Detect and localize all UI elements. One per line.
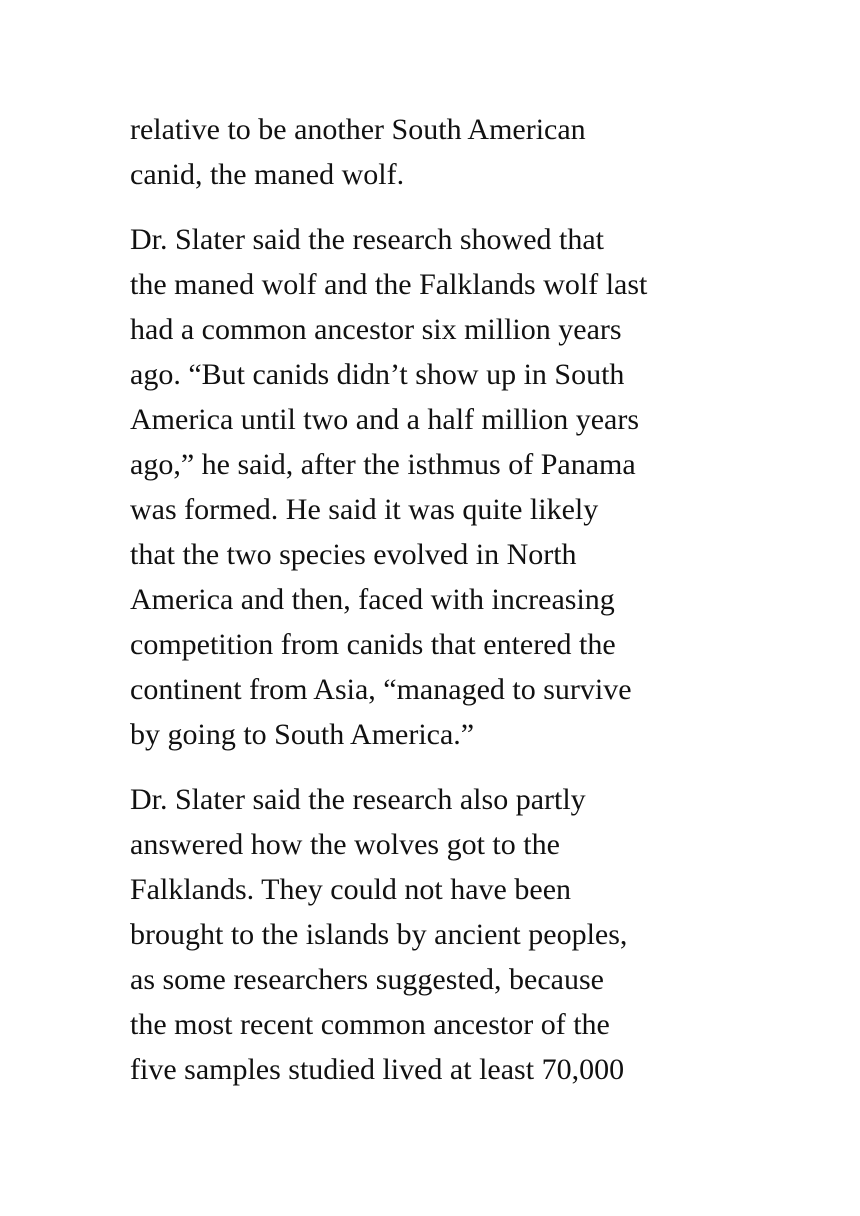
text-line: continent from Asia, “managed to survive [130, 673, 632, 706]
text-line: America until two and a half million years [130, 403, 640, 436]
text-line: Falklands. They could not have been [130, 873, 572, 906]
text-line: Dr. Slater said the research also partly [130, 783, 586, 816]
text-line: ago,” he said, after the isthmus of Panama [130, 448, 636, 481]
text-line: was formed. He said it was quite likely [130, 493, 599, 526]
paragraph [130, 107, 740, 197]
text-line: relative to be another South American [130, 113, 586, 146]
paragraph [130, 777, 740, 1092]
text-line: Dr. Slater said the research showed that [130, 223, 605, 256]
text-line: as some researchers suggested, because [130, 963, 604, 996]
text-line: competition from canids that entered the [130, 628, 616, 661]
text-line: ago. “But canids didn’t show up in South [130, 358, 625, 391]
text-line: canid, the maned wolf. [130, 158, 405, 191]
text-line: brought to the islands by ancient peoples, [130, 918, 628, 951]
text-line: the most recent common ancestor of the [130, 1008, 610, 1041]
text-line: the maned wolf and the Falklands wolf last [130, 268, 648, 301]
text-line: that the two species evolved in North [130, 538, 577, 571]
paragraph [130, 217, 740, 757]
article-body [130, 107, 740, 1112]
text-line: by going to South America.” [130, 718, 475, 751]
text-line: had a common ancestor six million years [130, 313, 622, 346]
text-line: America and then, faced with increasing [130, 583, 615, 616]
text-line: five samples studied lived at least 70,000 [130, 1053, 625, 1086]
text-line: answered how the wolves got to the [130, 828, 560, 861]
